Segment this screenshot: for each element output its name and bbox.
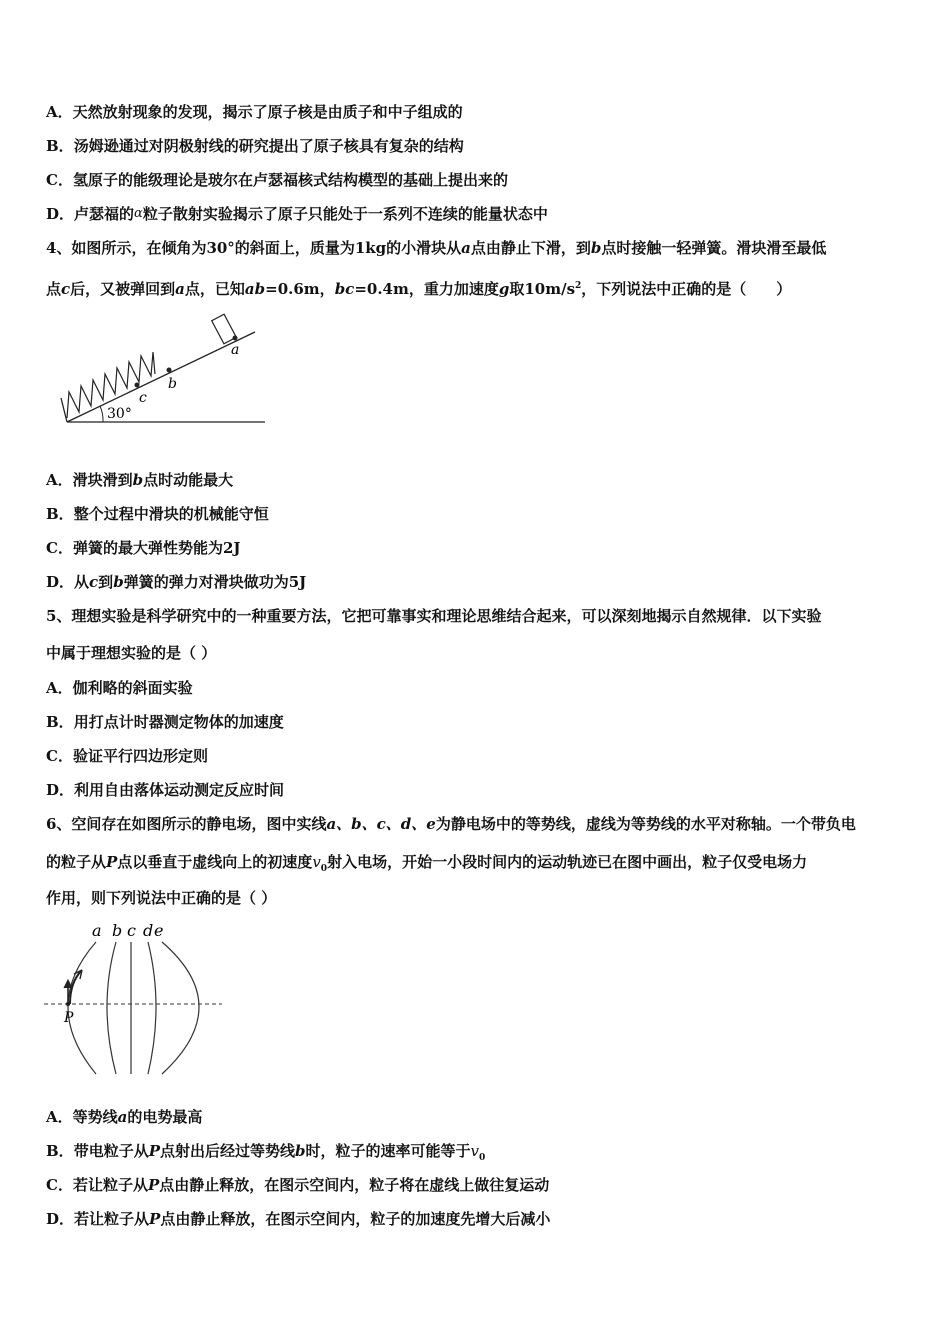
var-a: a (461, 239, 471, 257)
q5-stem-line2 (46, 643, 216, 663)
angle-label: 30° (107, 406, 132, 422)
stem-text: 点，已知 (184, 280, 245, 298)
option-text: 粒子散射实验揭示了原子只能处于一系列不连续的能量状态中 (142, 205, 548, 223)
equipotential-line-b (107, 942, 116, 1074)
option-text: 伽利略的斜面实验 (72, 679, 193, 697)
option-text: 点由静止释放，在图示空间内，粒子的加速度先增大后减小 (160, 1210, 551, 1228)
var-bc: bc (334, 280, 355, 298)
option-text: 的电势最高 (127, 1108, 203, 1126)
option-label: D． (46, 1210, 75, 1228)
q6-stem-line3 (46, 888, 276, 908)
var: c (89, 573, 99, 591)
var-c: c (61, 280, 71, 298)
equipotential-line-a (68, 942, 96, 1074)
var-v: v (312, 853, 321, 871)
var: v (470, 1142, 479, 1160)
option-text: 卢瑟福的 (74, 205, 135, 223)
label-a: a (231, 342, 240, 358)
option-text: 天然放射现象的发现，揭示了原子核是由质子和中子组成的 (72, 103, 463, 121)
option-label: A． (46, 471, 73, 489)
q3-option-b (46, 136, 464, 156)
option-label: B． (46, 1142, 74, 1160)
label-b: b (168, 376, 177, 392)
option-label: C． (46, 747, 73, 765)
option-text: 点射出后经过等势线 (159, 1142, 295, 1160)
stem-text: 6、空间存在如图所示的静电场，图中实线 (46, 815, 327, 833)
option-text: 点时动能最大 (143, 471, 234, 489)
stem-text: 为静电场中的等势线，虚线为等势线的水平对称轴。一个带负电 (435, 815, 856, 833)
option-label: D． (46, 205, 75, 223)
label-b: b (112, 921, 123, 940)
var-P: P (106, 853, 118, 871)
option-label: B． (46, 713, 74, 731)
stem-text: ，下列说法中正确的是（ ） (581, 280, 792, 298)
point-c (135, 383, 140, 388)
q6-option-b (46, 1141, 485, 1168)
label-c: c (139, 390, 147, 406)
var: P (148, 1142, 160, 1160)
superscript: 2 (575, 281, 582, 291)
stem-text: 点以垂直于虚线向上的初速度 (117, 853, 313, 871)
stem-text: 点由静止下滑，到 (470, 239, 591, 257)
subscript: 0 (479, 1153, 486, 1163)
option-label: B． (46, 505, 74, 523)
option-text: 用打点计时器测定物体的加速度 (73, 713, 284, 731)
stem-text: 点 (46, 280, 62, 298)
stem-text: =0.4m，重力加速度 (354, 280, 499, 298)
equipotential-line-d (148, 942, 156, 1074)
point-b (167, 368, 172, 373)
q5-option-b (46, 712, 284, 732)
q5-option-a (46, 678, 193, 698)
option-label: D． (46, 781, 75, 799)
option-text: 验证平行四边形定则 (72, 747, 208, 765)
q4-option-d (46, 572, 306, 592)
q3-option-d (46, 204, 548, 224)
var: a (117, 1108, 128, 1126)
label-a: a (92, 921, 102, 940)
option-text: 整个过程中滑块的机械能守恒 (73, 505, 269, 523)
var: b (132, 471, 144, 489)
option-label: D． (46, 573, 75, 591)
q4-stem-line2 (46, 276, 791, 299)
option-label: A． (46, 103, 73, 121)
q5-stem-line1 (46, 606, 821, 626)
option-text: 利用自由落体运动测定反应时间 (74, 781, 285, 799)
angle-arc (100, 406, 103, 422)
var-g: g (498, 280, 510, 298)
option-text: 若让粒子从 (74, 1210, 150, 1228)
option-text: 滑块滑到 (72, 471, 133, 489)
var-ab: ab (244, 280, 266, 298)
stem-text: 点时接触一轻弹簧。滑块滑至最低 (601, 239, 827, 257)
q3-option-c (46, 170, 508, 190)
label-P: P (64, 1010, 74, 1026)
q5-option-d (46, 780, 284, 800)
equipotential-line-e (162, 942, 199, 1074)
option-label: C． (46, 171, 73, 189)
var: P (149, 1210, 161, 1228)
var: b (113, 573, 124, 591)
q4-option-b (46, 504, 269, 524)
var: b (295, 1142, 306, 1160)
q3-option-a (46, 102, 463, 122)
point-a (233, 336, 238, 341)
option-label: C． (46, 539, 73, 557)
q4-option-a (46, 470, 233, 490)
stem-text: 取10m/s (509, 280, 576, 298)
stem-text: 作用，则下列说法中正确的是（ ） (46, 889, 277, 907)
option-label: C． (46, 1176, 73, 1194)
alpha-symbol: α (134, 206, 143, 221)
q5-option-c (46, 746, 208, 766)
stem-text: 4、如图所示，在倾角为30°的斜面上，质量为1kg的小滑块从 (46, 239, 462, 257)
q4-stem-line1 (46, 238, 826, 258)
q6-stem-line2 (46, 852, 807, 879)
q4-option-c (46, 538, 241, 558)
stem-text: 的粒子从 (46, 853, 107, 871)
stem-text: =0.6m， (265, 280, 335, 298)
equipotential-figure (40, 918, 230, 1083)
wall-line (61, 398, 67, 422)
slider-block (212, 314, 237, 344)
option-label: A． (46, 679, 73, 697)
var-list: a、b、c、d、e (326, 815, 436, 833)
var: P (147, 1176, 160, 1194)
point-P (66, 1002, 70, 1006)
option-text: 带电粒子从 (73, 1142, 149, 1160)
q6-option-d (46, 1209, 550, 1229)
option-text: 等势线 (72, 1108, 118, 1126)
option-text: 时，粒子的速率可能等于 (305, 1142, 471, 1160)
option-text: 点由静止释放，在图示空间内，粒子将在虚线上做往复运动 (159, 1176, 550, 1194)
q6-option-a (46, 1107, 202, 1127)
option-text: 汤姆逊通过对阴极射线的研究提出了原子核具有复杂的结构 (73, 137, 464, 155)
option-label: B． (46, 137, 74, 155)
var-b: b (590, 239, 602, 257)
stem-text: 射入电场，开始一小段时间内的运动轨迹已在图中画出，粒子仅受电场力 (327, 853, 808, 871)
option-text: 到 (98, 573, 114, 591)
subscript: 0 (320, 864, 328, 874)
label-d: d (143, 921, 154, 940)
option-text: 若让粒子从 (72, 1176, 148, 1194)
incline-line (67, 332, 255, 422)
option-text: 氢原子的能级理论是玻尔在卢瑟福核式结构模型的基础上提出来的 (72, 171, 508, 189)
incline-spring-figure (55, 308, 270, 428)
q6-stem-line1 (46, 814, 856, 834)
label-c: c (127, 921, 136, 940)
label-e: e (154, 921, 164, 940)
q6-option-c (46, 1175, 549, 1195)
option-text: 弹簧的弹力对滑块做功为5J (123, 573, 307, 591)
stem-text: 5、理想实验是科学研究中的一种重要方法，它把可靠事实和理论思维结合起来，可以深刻地揭示自然规律．以下实验 (46, 607, 822, 625)
stem-text: 中属于理想实验的是（ ） (46, 644, 217, 662)
var-a: a (175, 280, 185, 298)
stem-text: 后，又被弹回到 (70, 280, 176, 298)
option-label: A． (46, 1108, 73, 1126)
option-text: 从 (74, 573, 90, 591)
option-text: 弹簧的最大弹性势能为2J (72, 539, 241, 557)
